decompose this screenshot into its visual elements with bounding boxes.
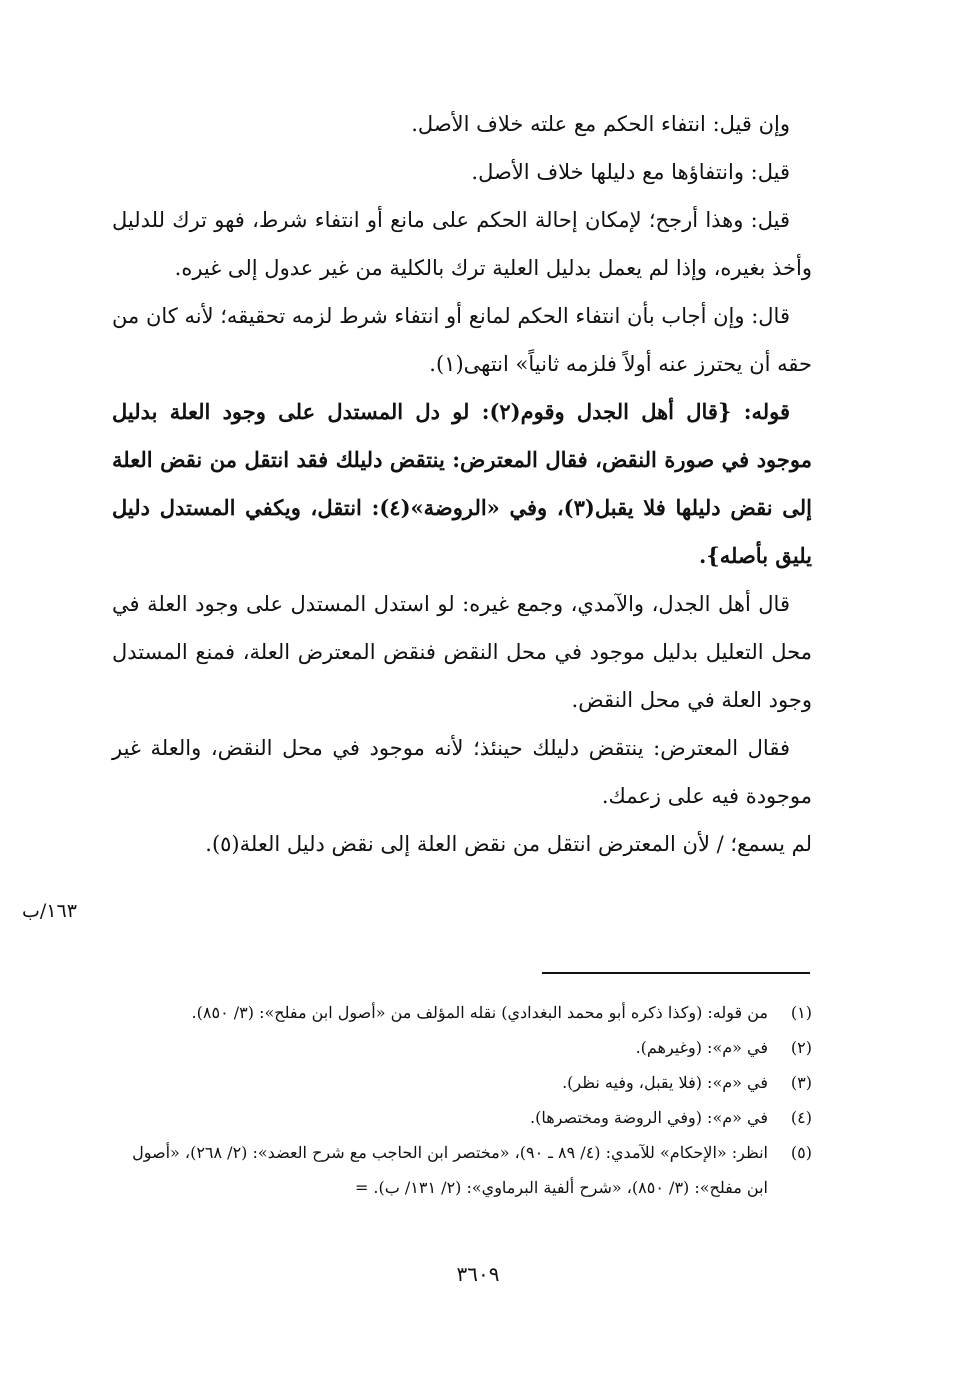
footnote-2 (112, 1030, 812, 1065)
folio-margin-note: ١٦٣/ب (22, 900, 77, 922)
paragraph-2: قيل: وانتفاؤها مع دليلها خلاف الأصل. (471, 160, 790, 184)
footnote-text: انظر: «الإحكام» للآمدي: (٤/ ٨٩ ـ ٩٠)، «مختصر ابن الحاجب مع شرح العضد»: (٢/ ٢٦٨)، «أصول ابن مفلح»: (٣/ ٨٥٠)، «شرح ألفية البرماوي»: (٢/ ١٣١/ ب). = (132, 1143, 768, 1197)
footnote-text: من قوله: (وكذا ذكره أبو محمد البغدادي) نقله المؤلف من «أصول ابن مفلح»: (٣/ ٨٥٠). (191, 1003, 768, 1022)
footnote-number: (١) (790, 1003, 812, 1022)
paragraph-8-last-line: لم يسمع؛ / لأن المعترض انتقل من نقض العلة إلى نقض دليل العلة(٥). (205, 832, 812, 856)
footnote-number: (٣) (790, 1073, 812, 1092)
paragraph-5-quoted-text: قوله: {قال أهل الجدل وقوم(٢): لو دل المستدل على وجود العلة بدليل موجود في صورة النقض، فقال المعترض: ينتقض دليلك فقد انتقل من نقض العلة إلى نقض دليلها فلا يقبل(٣)، وفي «الروضة»(٤): انتقل، ويكفي المستدل دليل يليق بأصله}. (112, 399, 812, 568)
main-text (112, 100, 812, 868)
footnote-divider (542, 972, 810, 974)
footnote-text: في «م»: (فلا يقبل، وفيه نظر). (562, 1073, 768, 1092)
footnote-4 (112, 1100, 812, 1135)
footnote-1 (112, 995, 812, 1030)
paragraph-3: قيل: وهذا أرجح؛ لإمكان إحالة الحكم على مانع أو انتفاء شرط، فهو ترك للدليل وأخذ بغيره، وإذا لم يعمل بدليل العلية ترك بالكلية من غير عدول إلى غيره. (112, 208, 812, 280)
footnote-3 (112, 1065, 812, 1100)
paragraph-4: قال: وإن أجاب بأن انتفاء الحكم لمانع أو انتفاء شرط لزمه تحقيقه؛ لأنه كان من حقه أن يحترز عنه أولاً فلزمه ثانياً» انتهى(١). (112, 304, 812, 376)
page-number: ٣٦٠٩ (456, 1262, 500, 1286)
paragraph-7: فقال المعترض: ينتقض دليلك حينئذ؛ لأنه موجود في محل النقض، والعلة غير موجودة فيه على زعمك. (112, 736, 812, 808)
footnote-number: (٢) (790, 1038, 812, 1057)
footnote-number: (٤) (790, 1108, 812, 1127)
footnote-number: (٥) (790, 1143, 812, 1162)
paragraph-6: قال أهل الجدل، والآمدي، وجمع غيره: لو استدل المستدل على وجود العلة في محل التعليل بدليل موجود في محل النقض فنقض المعترض العلة، فمنع المستدل وجود العلة في محل النقض. (112, 592, 812, 712)
footnote-5 (112, 1135, 812, 1205)
footnotes (112, 995, 812, 1205)
footnote-text: في «م»: (وغيرهم). (635, 1038, 768, 1057)
footnote-text: في «م»: (وفي الروضة ومختصرها). (530, 1108, 768, 1127)
paragraph-1: وإن قيل: انتفاء الحكم مع علته خلاف الأصل. (411, 112, 790, 136)
